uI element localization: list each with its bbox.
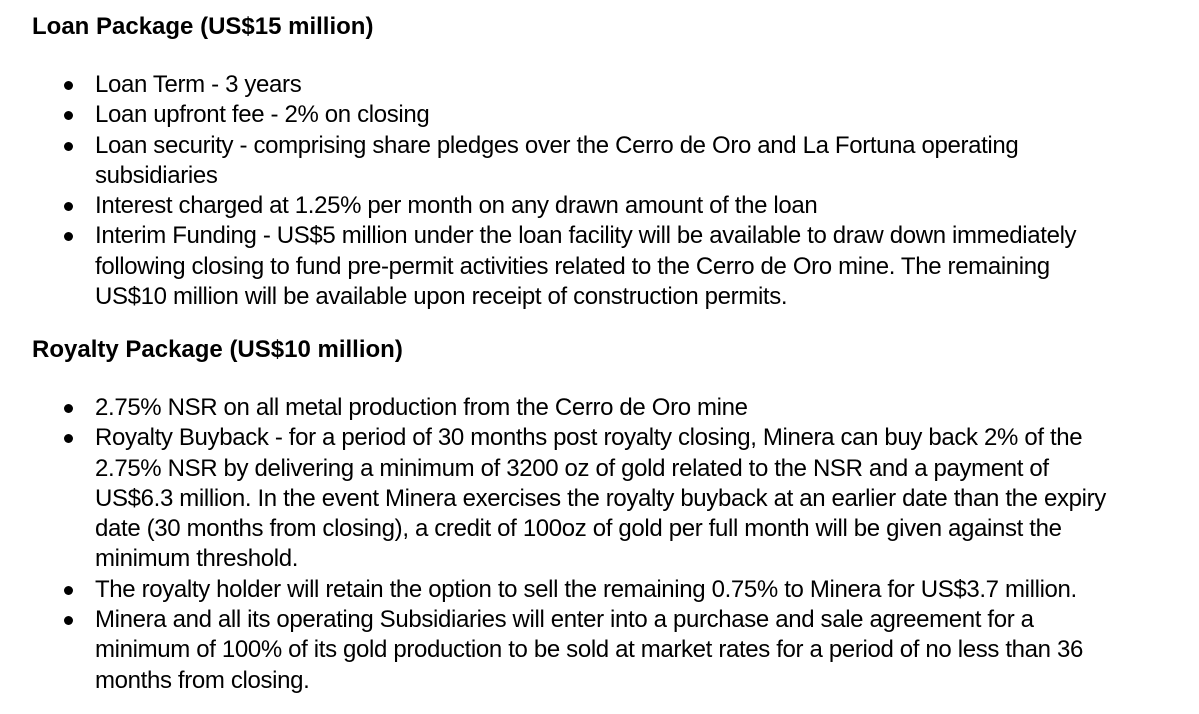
bullet-icon <box>64 202 73 211</box>
list-item-line: 2.75% NSR on all metal production from the Cerro de Oro mine <box>95 394 748 421</box>
bullet-icon <box>64 404 73 413</box>
bullet-icon <box>64 232 73 241</box>
loan-package-list <box>0 70 1180 312</box>
list-item <box>0 131 1180 192</box>
list-item <box>0 191 1180 221</box>
list-item-line: The royalty holder will retain the option to sell the remaining 0.75% to Minera for US$3.7 million. <box>95 575 1077 603</box>
list-item <box>0 70 1180 100</box>
list-item-line: 2.75% NSR by delivering a minimum of 3200 oz of gold related to the NSR and a payment of <box>95 454 1049 482</box>
bullet-icon <box>64 142 73 151</box>
list-item-line: minimum threshold. <box>95 545 299 573</box>
list-item-line: following closing to fund pre-permit activities related to the Cerro de Oro mine. The remaining <box>95 252 1050 280</box>
bullet-icon <box>64 616 73 625</box>
list-item-line: minimum of 100% of its gold production to be sold at market rates for a period of no less than 36 <box>95 636 1083 664</box>
list-item-line: US$10 million will be available upon receipt of construction permits. <box>95 283 788 311</box>
list-item-line: Interest charged at 1.25% per month on any drawn amount of the loan <box>95 192 818 220</box>
list-item <box>0 221 1180 312</box>
list-item-line: Loan upfront fee - 2% on closing <box>95 101 430 129</box>
list-item-line: date (30 months from closing), a credit of 100oz of gold per full month will be given against the <box>95 515 1062 543</box>
royalty-package-list <box>0 393 1180 696</box>
list-item-line: months from closing. <box>95 666 310 694</box>
list-item-line: Minera and all its operating Subsidiaries will enter into a purchase and sale agreement for a <box>95 606 1034 634</box>
loan-package-heading: Loan Package (US$15 million) <box>32 13 374 40</box>
list-item <box>0 393 1180 423</box>
bullet-icon <box>64 586 73 595</box>
list-item-line: subsidiaries <box>95 161 218 189</box>
list-item <box>0 575 1180 605</box>
list-item-line: US$6.3 million. In the event Minera exercises the royalty buyback at an earlier date than the expiry <box>95 484 1106 512</box>
list-item <box>0 100 1180 130</box>
bullet-icon <box>64 111 73 120</box>
bullet-icon <box>64 434 73 443</box>
list-item-line: Royalty Buyback - for a period of 30 months post royalty closing, Minera can buy back 2% of the <box>95 424 1083 452</box>
list-item-line: Loan Term - 3 years <box>95 71 302 98</box>
list-item-line: Loan security - comprising share pledges over the Cerro de Oro and La Fortuna operating <box>95 131 1019 159</box>
bullet-icon <box>64 81 73 90</box>
list-item <box>0 423 1180 574</box>
royalty-package-heading: Royalty Package (US$10 million) <box>32 336 403 363</box>
list-item <box>0 605 1180 696</box>
list-item-line: Interim Funding - US$5 million under the loan facility will be available to draw down immediately <box>95 222 1077 250</box>
